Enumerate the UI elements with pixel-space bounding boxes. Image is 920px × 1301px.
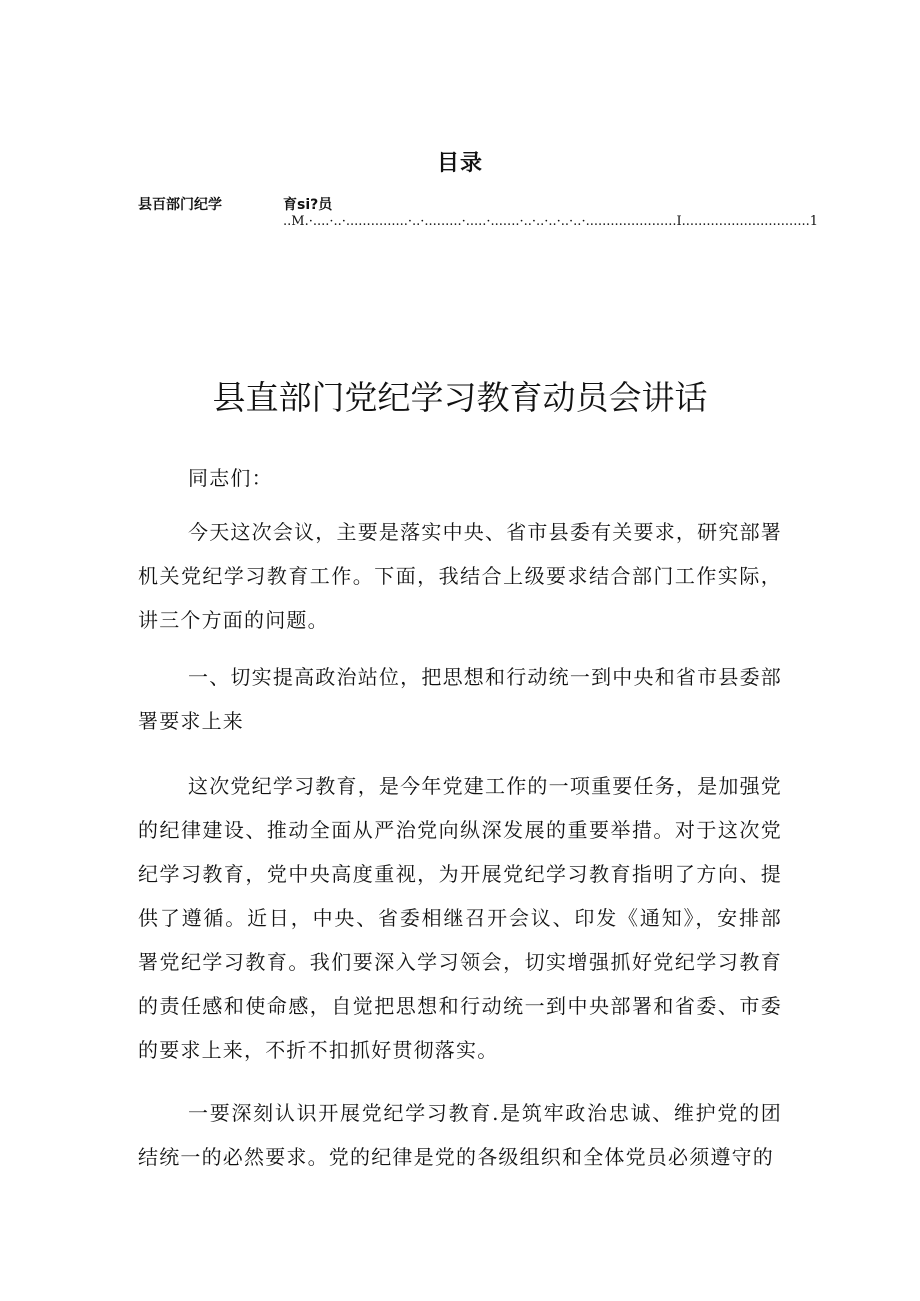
paragraph-intro: 今天这次会议，主要是落实中央、省市县委有关要求，研究部署机关党纪学习教育工作。下面，我结合上级要求结合部门工作实际，讲三个方面的问题。 xyxy=(138,520,782,632)
paragraph-body: 这次党纪学习教育，是今年党建工作的一项重要任务，是加强党的纪律建设、推动全面从严治党向纵深发展的重要举措。对于这次党纪学习教育，党中央高度重视，为开展党纪学习教育指明了方向、提供了遵循。近日，中央、省委相继召开会议、印发《通知》，安排部署党纪学习教育。我们要深入学习领会，切实增强抓好党纪学习教育的责任感和使命感，自觉把思想和行动统一到中央部署和省委、市委的要求上来，不折不扣抓好贯彻落实。 xyxy=(138,774,782,1062)
greeting: 同志们： xyxy=(188,466,273,490)
toc-leader-page-number[interactable]: ..M.·....·..·...............·..·.........·.....·.......·..·..·..·..·..·......................I...............................1 xyxy=(283,214,818,229)
toc-entry-label[interactable]: 县百部门纪学 xyxy=(138,197,222,213)
document-title: 县直部门党纪学习教育动员会讲话 xyxy=(212,378,708,417)
paragraph-body-continued: 一要深刻认识开展党纪学习教育.是筑牢政治忠诚、维护党的团结统一的必然要求。党的纪律是党的各级组织和全体党员必须遵守的 xyxy=(138,1101,782,1169)
section-heading-1: 一、切实提高政治站位，把思想和行动统一到中央和省市县委部署要求上来 xyxy=(138,665,782,733)
toc-entry-label-continued[interactable]: 育si?员 xyxy=(283,197,333,213)
toc-title: 目录 xyxy=(436,151,483,176)
